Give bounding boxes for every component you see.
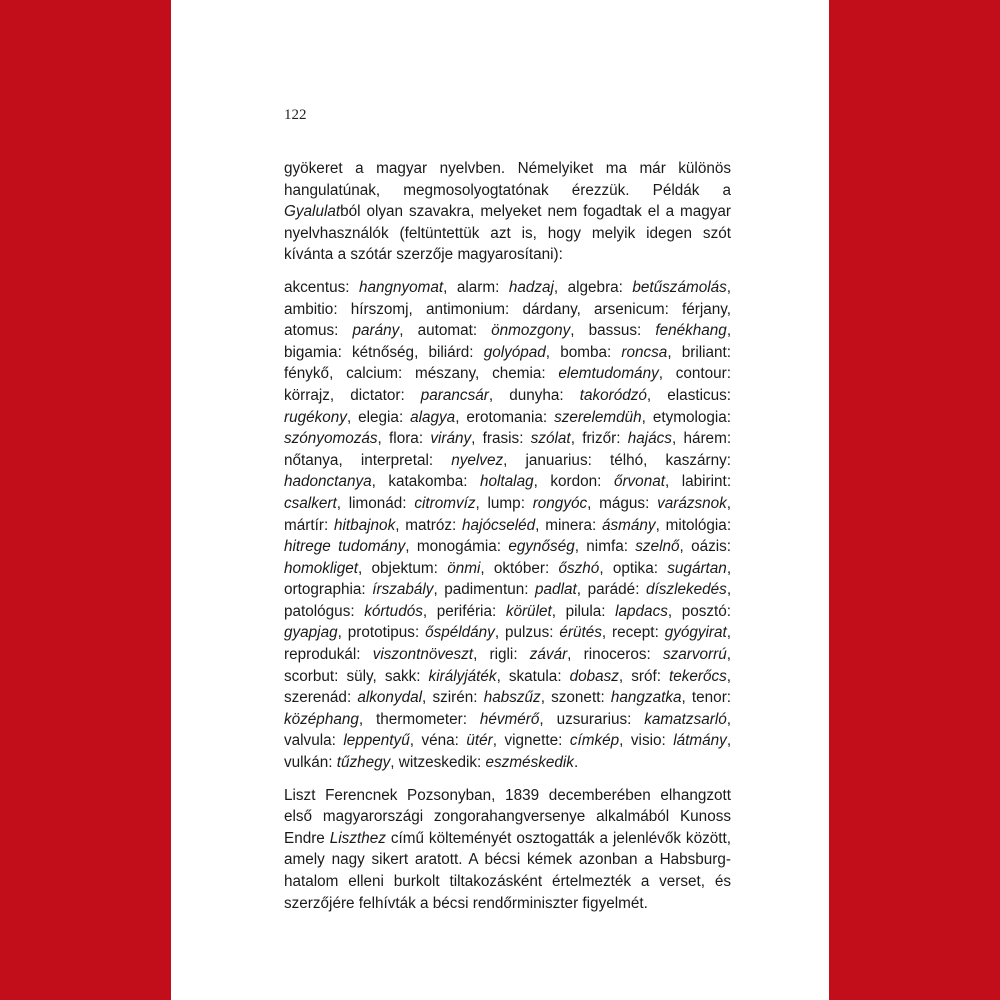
word-entry: sakk: királyjáték, — [384, 667, 509, 685]
foreign-word: pulzus — [505, 624, 550, 642]
foreign-word: elegia — [358, 408, 399, 426]
foreign-word: kaszárny — [665, 451, 727, 469]
foreign-word: matróz — [405, 516, 452, 534]
word-entry: briliant: fénykő, — [284, 343, 732, 383]
hungarian-word: leppentyű — [343, 732, 410, 750]
word-list-paragraph — [284, 277, 731, 774]
word-entry: valvula: leppentyű, — [284, 732, 422, 750]
foreign-word: scorbut — [284, 667, 335, 685]
word-entry: mitológia: hitrege tudomány, — [284, 516, 732, 556]
hungarian-word: viszontnöveszt — [372, 646, 474, 664]
hungarian-word: citromvíz — [414, 494, 476, 512]
word-entry: reprodukál: viszontnöveszt, — [284, 646, 490, 664]
hungarian-word: parány — [352, 322, 400, 340]
word-entry: flora: virány, — [389, 430, 483, 448]
foreign-word: automat — [417, 322, 473, 340]
hungarian-word: hangnyomat — [358, 278, 444, 296]
foreign-word: skatula — [508, 667, 558, 685]
foreign-word: rinoceros — [583, 646, 647, 664]
foreign-word: elasticus — [667, 386, 727, 404]
word-entry: witzeskedik: eszméskedik. — [398, 754, 579, 772]
hungarian-word: golyópad — [483, 343, 546, 361]
foreign-word: dunyha — [509, 386, 560, 404]
word-entry: bigamia: kétnőség, — [284, 343, 429, 361]
hungarian-word: varázsnok — [657, 494, 727, 512]
word-entry: objektum: önmi, — [371, 559, 494, 577]
hungarian-word: rugékony — [284, 408, 347, 426]
hungarian-word: férjany — [682, 300, 727, 318]
word-entry: matróz: hajócseléd, — [405, 516, 546, 534]
foreign-word: briliant — [681, 343, 727, 361]
foreign-word: parádé — [587, 581, 636, 599]
word-entry: posztó: gyapjag, — [284, 602, 732, 642]
text-run: Liszt Ferencnek Pozsonyban, 1839 decemberében elhangzott első magyarországi zongorahangversenye alkalmából Kunoss Endre — [284, 786, 731, 847]
foreign-word: mágus — [599, 494, 646, 512]
foreign-word: calcium — [346, 365, 398, 383]
hungarian-word: szólat — [530, 430, 571, 448]
word-entry: ortographia: írszabály, — [284, 581, 445, 599]
word-entry: periféria: körület, — [436, 602, 566, 620]
word-entry: skatula: dobasz, — [508, 667, 632, 685]
foreign-word: szerenád — [284, 689, 347, 707]
hungarian-word: télhó — [609, 451, 644, 469]
foreign-word: bigamia — [284, 343, 338, 361]
hungarian-word: tekerőcs — [668, 667, 727, 685]
hungarian-word: sugártan — [667, 559, 727, 577]
hungarian-word: eszméskedik — [485, 754, 574, 772]
word-entry: kordon: őrvonat, — [550, 473, 682, 491]
foreign-word: bassus — [588, 322, 638, 340]
hungarian-word: závár — [529, 646, 568, 664]
foreign-word: chemia — [492, 365, 542, 383]
word-entry: biliárd: golyópad, — [428, 343, 561, 361]
foreign-word: frasis — [482, 430, 520, 448]
word-entry: szonett: hangzatka, — [551, 689, 692, 707]
foreign-word: periféria — [436, 602, 492, 620]
hungarian-word: habszűz — [483, 689, 541, 707]
foreign-word: flora — [389, 430, 419, 448]
word-entry: dunyha: takoródzó, — [509, 386, 668, 404]
text-run: ból olyan szavakra, melyeket nem fogadtak el a magyar nyelvhasználók (feltüntettük azt is, hogy melyik idegen szót kívánta a szótár szerzője magyarosítani): — [284, 203, 731, 264]
word-entry: padimentun: padlat, — [444, 581, 588, 599]
foreign-word: rigli — [489, 646, 514, 664]
hungarian-word: hangzatka — [610, 689, 682, 707]
foreign-word: szonett — [551, 689, 601, 707]
foreign-word: október — [493, 559, 545, 577]
word-entry: contour: körrajz, — [284, 365, 732, 404]
foreign-word: januarius — [525, 451, 588, 469]
hungarian-word: nőtanya — [284, 451, 339, 469]
word-entry: szerenád: alkonydal, — [284, 689, 433, 707]
foreign-word: atomus — [284, 322, 335, 340]
hungarian-word: ásmány — [602, 516, 656, 534]
foreign-word: vignette — [504, 732, 559, 750]
foreign-word: contour — [675, 365, 727, 383]
foreign-word: mitológia — [665, 516, 727, 534]
word-entry: optika: sugártan, — [612, 559, 732, 577]
hungarian-word: süly — [346, 667, 373, 685]
hungarian-word: önmozgony — [491, 322, 571, 340]
word-entry: algebra: betűszámolás, — [567, 278, 732, 296]
word-entry: hárem: nőtanya, — [284, 430, 732, 469]
hungarian-word: hitbajnok — [333, 516, 396, 534]
hungarian-word: szónyomozás — [284, 430, 378, 448]
word-entry: atomus: parány, — [284, 322, 418, 340]
foreign-word: witzeskedik — [398, 754, 478, 772]
hungarian-word: gyapjag — [284, 624, 338, 642]
word-entry: limonád: citromvíz, — [348, 494, 488, 512]
hungarian-word: dárdany — [522, 300, 577, 318]
foreign-word: véna — [421, 732, 455, 750]
hungarian-word: fénykő — [284, 365, 330, 383]
word-entry: vulkán: tűzhegy, — [284, 754, 399, 772]
word-entry: thermometer: hévmérő, — [376, 710, 557, 728]
foreign-word: vulkán — [284, 754, 329, 772]
foreign-word: algebra — [567, 278, 619, 296]
hungarian-word: fenékhang — [655, 322, 727, 340]
hungarian-word: hitrege tudomány — [284, 538, 406, 556]
foreign-word: reprodukál — [284, 646, 357, 664]
hungarian-word: alagya — [410, 408, 456, 426]
foreign-word: lump — [487, 494, 521, 512]
hungarian-word: elemtudomány — [558, 365, 659, 383]
hungarian-word: ütér — [466, 732, 493, 750]
hungarian-word: hadonctanya — [284, 473, 372, 491]
word-entry: dictator: parancsár, — [350, 386, 510, 404]
word-entry: interpretal: nyelvez, — [360, 451, 526, 469]
hungarian-word: kamatzsarló — [644, 710, 727, 728]
word-entry: elasticus: rugékony, — [284, 386, 732, 426]
word-entry: automat: önmozgony, — [417, 322, 589, 340]
hungarian-word: takoródzó — [579, 386, 647, 404]
foreign-word: tenor — [691, 689, 727, 707]
italic-text: Liszthez — [329, 829, 386, 847]
word-entry: lump: rongyóc, — [487, 494, 600, 512]
foreign-word: recept — [612, 624, 655, 642]
word-entry: akcentus: hangnyomat, — [284, 278, 457, 296]
hungarian-word: körrajz — [284, 386, 330, 404]
word-entry: parádé: díszlekedés, — [587, 581, 732, 599]
foreign-word: arsenicum — [594, 300, 665, 318]
hungarian-word: roncsa — [621, 343, 668, 361]
foreign-word: erotomania — [466, 408, 543, 426]
page-content — [284, 158, 731, 914]
hungarian-word: hírszomj — [350, 300, 409, 318]
foreign-word: pilula — [565, 602, 602, 620]
closing-paragraph — [284, 785, 731, 915]
word-entry: frizőr: hajács, — [582, 430, 684, 448]
hungarian-word: gyógyirat — [664, 624, 727, 642]
hungarian-word: nyelvez — [451, 451, 504, 469]
word-entry: tenor: középhang, — [284, 689, 732, 728]
hungarian-word: királyjáték — [428, 667, 497, 685]
word-entry: arsenicum: férjany, — [594, 300, 732, 318]
word-entry: scorbut: süly, — [284, 667, 385, 685]
hungarian-word: betűszámolás — [632, 278, 727, 296]
foreign-word: alarm — [456, 278, 496, 296]
hungarian-word: homokliget — [284, 559, 358, 577]
foreign-word: padimentun — [444, 581, 525, 599]
foreign-word: monogámia — [416, 538, 497, 556]
word-entry: sróf: tekerőcs, — [631, 667, 732, 685]
word-entry: chemia: elemtudomány, — [492, 365, 676, 383]
hungarian-word: csalkert — [284, 494, 337, 512]
word-entry: bomba: roncsa, — [560, 343, 682, 361]
foreign-word: uzsurarius — [556, 710, 628, 728]
word-entry: recept: gyógyirat, — [612, 624, 732, 642]
hungarian-word: hajács — [627, 430, 672, 448]
italic-text: Gyalulat — [284, 203, 341, 221]
word-entry: uzsurarius: kamatzsarló, — [556, 710, 731, 728]
hungarian-word: önmi — [447, 559, 481, 577]
word-entry: elegia: alagya, — [358, 408, 467, 426]
word-entry: minera: ásmány, — [545, 516, 666, 534]
foreign-word: minera — [545, 516, 592, 534]
hungarian-word: szerelemdüh — [554, 408, 642, 426]
hungarian-word: virány — [430, 430, 472, 448]
word-entry: vignette: címkép, — [504, 732, 631, 750]
word-entry: bassus: fenékhang, — [588, 322, 732, 340]
hungarian-word: kétnőség — [351, 343, 415, 361]
word-entry: pulzus: érütés, — [505, 624, 613, 642]
hungarian-word: lapdacs — [615, 602, 668, 620]
foreign-word: szirén — [432, 689, 474, 707]
foreign-word: dictator — [350, 386, 401, 404]
word-entry: október: őszhó, — [493, 559, 613, 577]
word-entry: oázis: homokliget, — [284, 538, 732, 577]
hungarian-word: őspéldány — [425, 624, 495, 642]
foreign-word: optika — [612, 559, 654, 577]
hungarian-word: szelnő — [635, 538, 680, 556]
hungarian-word: padlat — [535, 581, 577, 599]
foreign-word: etymologia — [652, 408, 727, 426]
word-entry: frasis: szólat, — [482, 430, 583, 448]
hungarian-word: díszlekedés — [646, 581, 727, 599]
hungarian-word: őrvonat — [613, 473, 665, 491]
word-entry: mártír: hitbajnok, — [284, 516, 406, 534]
word-entry: januarius: télhó, — [525, 451, 666, 469]
hungarian-word: holtalag — [480, 473, 534, 491]
foreign-word: bomba — [560, 343, 607, 361]
foreign-word: oázis — [691, 538, 727, 556]
hungarian-word: egynőség — [508, 538, 575, 556]
intro-paragraph — [284, 158, 731, 266]
foreign-word: thermometer — [376, 710, 463, 728]
hungarian-word: hévmérő — [479, 710, 540, 728]
word-entry: labirint: csalkert, — [284, 473, 732, 512]
word-entry: kaszárny: hadonctanya, — [284, 451, 732, 491]
foreign-word: objektum — [371, 559, 434, 577]
hungarian-word: hadzaj — [508, 278, 554, 296]
word-entry: alarm: hadzaj, — [456, 278, 568, 296]
hungarian-word: dobasz — [569, 667, 619, 685]
text-run: című költeményét osztogatták a jelenlévők között, amely nagy sikert aratott. A bécsi kémek azonban a Habsburg-hatalom elleni burkolt tiltakozásként értelmezték a verset, és szerzőjére felhívták a bécsi rendőrminiszter figyelmét. — [284, 829, 731, 912]
word-entry: antimonium: dárdany, — [425, 300, 595, 318]
foreign-word: patológus — [284, 602, 351, 620]
word-entry: pilula: lapdacs, — [565, 602, 682, 620]
foreign-word: biliárd — [428, 343, 470, 361]
foreign-word: nimfa — [586, 538, 624, 556]
hungarian-word: hajócseléd — [462, 516, 536, 534]
hungarian-word: középhang — [284, 710, 359, 728]
book-page — [171, 0, 829, 1000]
word-entry: rinoceros: szarvorrú, — [583, 646, 731, 664]
word-entry: katakomba: holtalag, — [388, 473, 551, 491]
word-entry: calcium: mészany, — [346, 365, 493, 383]
hungarian-word: kórtudós — [364, 602, 423, 620]
foreign-word: kordon — [550, 473, 598, 491]
foreign-word: sróf — [631, 667, 657, 685]
foreign-word: mártír — [284, 516, 324, 534]
hungarian-word: alkonydal — [357, 689, 423, 707]
hungarian-word: érütés — [559, 624, 602, 642]
hungarian-word: írszabály — [372, 581, 434, 599]
word-entry: etymologia: szónyomozás, — [284, 408, 732, 448]
hungarian-word: körület — [505, 602, 552, 620]
word-entry: monogámia: egynőség, — [416, 538, 587, 556]
word-entry: véna: ütér, — [421, 732, 505, 750]
hungarian-word: tűzhegy — [336, 754, 391, 772]
foreign-word: visio — [630, 732, 662, 750]
foreign-word: interpretal — [360, 451, 429, 469]
foreign-word: prototipus — [347, 624, 415, 642]
word-entry: patológus: kórtudós, — [284, 602, 437, 620]
word-entry: erotomania: szerelemdüh, — [466, 408, 653, 426]
hungarian-word: látmány — [673, 732, 727, 750]
foreign-word: akcentus — [284, 278, 346, 296]
word-entry: mágus: varázsnok, — [599, 494, 732, 512]
word-entry: visio: látmány, — [630, 732, 732, 750]
foreign-word: valvula — [284, 732, 332, 750]
foreign-word: hárem — [683, 430, 727, 448]
hungarian-word: rongyóc — [532, 494, 588, 512]
foreign-word: antimonium — [425, 300, 506, 318]
foreign-word: posztó — [681, 602, 727, 620]
foreign-word: ortographia — [284, 581, 362, 599]
hungarian-word: szarvorrú — [663, 646, 727, 664]
foreign-word: katakomba — [388, 473, 464, 491]
hungarian-word: mészany — [414, 365, 476, 383]
hungarian-word: őszhó — [558, 559, 600, 577]
foreign-word: limonád — [348, 494, 403, 512]
word-entry: rigli: závár, — [489, 646, 584, 664]
hungarian-word: címkép — [569, 732, 620, 750]
foreign-word: labirint — [681, 473, 727, 491]
foreign-word: frizőr — [582, 430, 617, 448]
word-entry: ambitio: hírszomj, — [284, 300, 426, 318]
word-entry: nimfa: szelnő, — [586, 538, 692, 556]
text-run: gyökeret a magyar nyelvben. Némelyiket ma már különös hangulatúnak, megmosolyogtatónak érezzük. Példák a — [284, 160, 731, 199]
hungarian-word: parancsár — [420, 386, 489, 404]
page-number: 122 — [284, 107, 307, 123]
word-entry: szirén: habszűz, — [432, 689, 552, 707]
foreign-word: ambitio — [284, 300, 334, 318]
word-entry: prototipus: őspéldány, — [347, 624, 505, 642]
foreign-word: sakk — [384, 667, 417, 685]
